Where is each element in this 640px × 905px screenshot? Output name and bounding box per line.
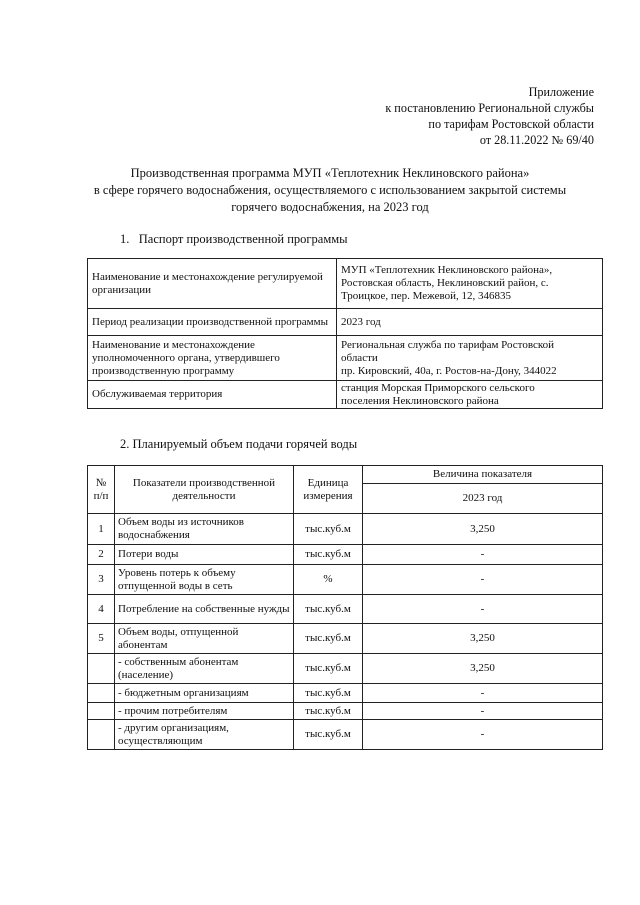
table-row <box>88 624 603 654</box>
passport-value <box>337 259 603 309</box>
section2-heading: 2. Планируемый объем подачи горячей воды <box>120 437 358 451</box>
row-indicator: - другим организациям, осуществляющим <box>115 720 294 750</box>
header-num: № п/п <box>88 466 115 514</box>
passport-value <box>337 381 603 409</box>
appendix-line: от 28.11.2022 № 69/40 <box>479 133 594 147</box>
row-value: 3,250 <box>363 514 603 545</box>
passport-value <box>337 336 603 381</box>
value-line: Региональная служба по тарифам Ростовской <box>341 338 555 351</box>
row-num: 3 <box>88 565 115 595</box>
row-unit: тыс.куб.м <box>294 703 363 720</box>
row-unit: тыс.куб.м <box>294 624 363 654</box>
row-indicator: - бюджетным организациям <box>115 684 294 703</box>
document-title <box>60 165 600 216</box>
table-row <box>88 720 603 750</box>
passport-label: Наименование и местонахождение регулируемой организации <box>88 259 337 309</box>
row-value: - <box>363 595 603 624</box>
row-num <box>88 684 115 703</box>
header-unit: Единица измерения <box>294 466 363 514</box>
appendix-line: Приложение <box>528 85 594 99</box>
row-value: 3,250 <box>363 654 603 684</box>
passport-value <box>337 309 603 336</box>
value-line: области <box>341 351 378 364</box>
row-unit: тыс.куб.м <box>294 595 363 624</box>
row-value: - <box>363 720 603 750</box>
table-row <box>88 703 603 720</box>
appendix-header <box>294 84 594 148</box>
value-line: Ростовская область, Неклиновский район, с. <box>341 277 549 289</box>
section1-title: Паспорт производственной программы <box>138 232 348 246</box>
passport-label: Период реализации производственной программы <box>88 309 337 336</box>
header-year: 2023 год <box>363 484 603 514</box>
passport-row <box>88 336 603 381</box>
value-line: Троицкое, пер. Межевой, 12, 346835 <box>341 290 512 302</box>
passport-label: Наименование и местонахождение уполномоченного органа, утвердившего производственную программу <box>88 336 337 381</box>
row-num: 1 <box>88 514 115 545</box>
value-line: пр. Кировский, 40а, г. Ростов-на-Дону, 344022 <box>341 364 557 377</box>
row-num: 2 <box>88 545 115 565</box>
row-indicator: Объем воды из источников водоснабжения <box>115 514 294 545</box>
volume-table <box>87 465 603 750</box>
table-row <box>88 514 603 545</box>
passport-label: Обслуживаемая территория <box>88 381 337 409</box>
row-value: - <box>363 684 603 703</box>
section1-number: 1. <box>120 232 130 246</box>
row-num: 4 <box>88 595 115 624</box>
title-line: горячего водоснабжения, на 2023 год <box>231 200 429 214</box>
row-value: - <box>363 545 603 565</box>
row-indicator: - собственным абонентам (население) <box>115 654 294 684</box>
row-unit: тыс.куб.м <box>294 545 363 565</box>
appendix-line: к постановлению Региональной службы <box>385 101 594 115</box>
row-indicator: Уровень потерь к объему отпущенной воды в сеть <box>115 565 294 595</box>
row-num <box>88 654 115 684</box>
row-indicator: - прочим потребителям <box>115 703 294 720</box>
title-line: в сфере горячего водоснабжения, осуществляемого с использованием закрытой системы <box>93 183 567 197</box>
row-value: - <box>363 703 603 720</box>
passport-row <box>88 309 603 336</box>
appendix-line: по тарифам Ростовской области <box>428 117 594 131</box>
table-row <box>88 565 603 595</box>
table-row <box>88 684 603 703</box>
header-indicator: Показатели производственной деятельности <box>115 466 294 514</box>
header-value: Величина показателя <box>363 466 603 484</box>
row-unit: тыс.куб.м <box>294 514 363 545</box>
row-unit: % <box>294 565 363 595</box>
row-indicator: Потери воды <box>115 545 294 565</box>
row-value: - <box>363 565 603 595</box>
table-row <box>88 595 603 624</box>
row-num <box>88 703 115 720</box>
row-indicator: Потребление на собственные нужды <box>115 595 294 624</box>
passport-row <box>88 381 603 409</box>
row-unit: тыс.куб.м <box>294 654 363 684</box>
passport-row <box>88 259 603 309</box>
value-line: станция Морская Приморского сельского <box>341 381 535 394</box>
value-line: 2023 год <box>341 315 381 328</box>
row-num: 5 <box>88 624 115 654</box>
value-line: поселения Неклиновского района <box>341 394 499 407</box>
value-line: МУП «Теплотехник Неклиновского района», <box>341 264 553 276</box>
row-num <box>88 720 115 750</box>
table-row <box>88 654 603 684</box>
table-row <box>88 545 603 565</box>
row-unit: тыс.куб.м <box>294 720 363 750</box>
section1-heading <box>120 232 348 247</box>
row-unit: тыс.куб.м <box>294 684 363 703</box>
row-value: 3,250 <box>363 624 603 654</box>
title-line: Производственная программа МУП «Теплотехник Неклиновского района» <box>130 166 530 180</box>
row-indicator: Объем воды, отпущенной абонентам <box>115 624 294 654</box>
passport-table <box>87 258 603 409</box>
header-row <box>88 466 603 484</box>
